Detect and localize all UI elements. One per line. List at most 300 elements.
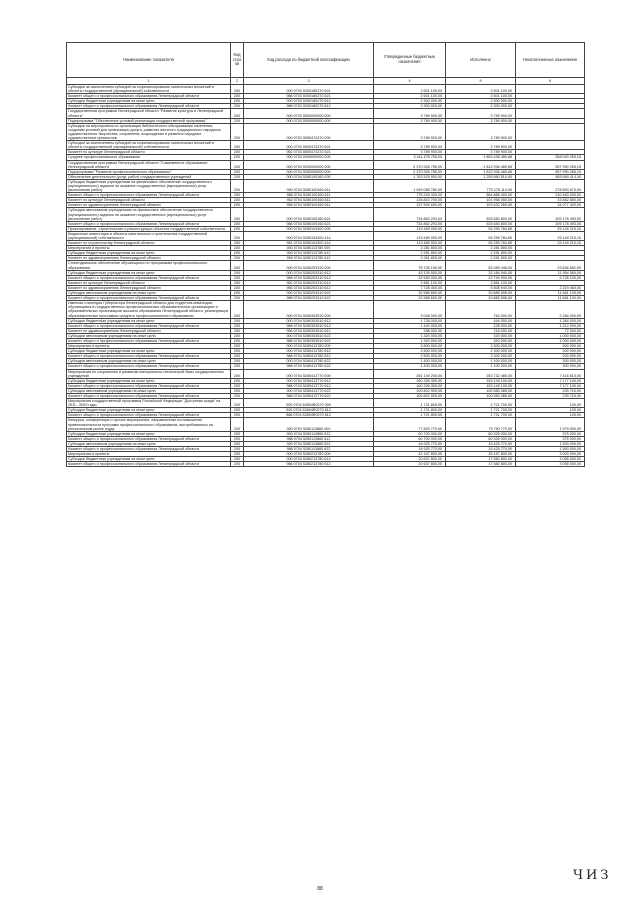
row-budget-code: 000 0704 5280413780 000 bbox=[244, 344, 374, 349]
row-executed: 60 325 000,00 bbox=[446, 436, 516, 441]
row-name: Субсидии автономным учреждениям на финансовое обеспечение государственного (муниципального) задания на оказание государственных (муниципальных) услуг (выполнение работ) bbox=[67, 208, 231, 221]
row-approved: 16 925 770,00 bbox=[374, 447, 446, 452]
row-budget-code: 000 0703 5550000000 000 bbox=[244, 118, 374, 123]
row-name: Комитет по здравоохранению Ленинградской области bbox=[67, 203, 231, 208]
row-unexecuted: 557 990 265,15 bbox=[516, 169, 585, 174]
row-executed: 3 789 900,00 bbox=[446, 141, 516, 150]
table-row bbox=[67, 169, 585, 174]
table-row bbox=[67, 349, 585, 354]
row-code: 200 bbox=[231, 155, 244, 160]
row-executed: 564 886 400,00 bbox=[446, 193, 516, 198]
row-code: 200 bbox=[231, 118, 244, 123]
row-unexecuted bbox=[516, 141, 585, 150]
row-name: Субсидии бюджетным учреждениям на иные цели bbox=[67, 431, 231, 436]
table-row bbox=[67, 328, 585, 333]
table-row bbox=[67, 270, 585, 275]
row-approved: 1 049 089 780,00 bbox=[374, 179, 446, 192]
row-code: 200 bbox=[231, 441, 244, 446]
row-budget-code: 000 0704 5280104300 000 bbox=[244, 226, 374, 231]
row-name: Бюджетные инвестиции в объекты капитального строительства государственной (муниципальной) собственности bbox=[67, 231, 231, 240]
row-budget-code: 988 0704 5280303510 612 bbox=[244, 323, 374, 328]
row-unexecuted: 7 416 815,00 bbox=[516, 369, 585, 378]
row-name: Обеспечение деятельности (услуг, работ) государственных учреждений bbox=[67, 174, 231, 179]
row-unexecuted: 209 178 493,00 bbox=[516, 221, 585, 226]
row-budget-code: 000 0704 5280413770 622 bbox=[244, 388, 374, 393]
row-code: 200 bbox=[231, 354, 244, 359]
row-approved: 2 411 478 755,00 bbox=[374, 155, 446, 160]
row-unexecuted: 3 000 000,00 bbox=[516, 452, 585, 457]
row-budget-code: 000 0704 5280203310 622 bbox=[244, 291, 374, 296]
row-code: 200 bbox=[231, 246, 244, 251]
row-approved: 32 586 600,00 bbox=[374, 291, 446, 296]
row-unexecuted: 375 000,00 bbox=[516, 436, 585, 441]
row-code: 200 bbox=[231, 462, 244, 467]
row-code: 200 bbox=[231, 261, 244, 270]
table-row bbox=[67, 174, 585, 179]
row-executed: 2 281 800,00 bbox=[446, 251, 516, 256]
row-code: 200 bbox=[231, 174, 244, 179]
table-row bbox=[67, 208, 585, 221]
row-approved: 2 601 100,00 bbox=[374, 85, 446, 94]
row-name: Именная стипендия Губернатора Ленинградской области для студентов-инвалидов, обучающихся в государственных профессиональных образовательных организациях и образовательных организациях высшего образования Ленинградской области, реализующих образовательные программы среднего профессионального образования bbox=[67, 301, 231, 318]
row-name: Субсидии бюджетным учреждениям на финансовое обеспечение государственного (муниципального) задания на оказание государственных (муниципальных) услуг (выполнение работ) bbox=[67, 179, 231, 192]
row-budget-code: 000 0704 5200000000 000 bbox=[244, 160, 374, 169]
table-row bbox=[67, 364, 585, 369]
row-code: 200 bbox=[231, 123, 244, 140]
row-executed: 3 789 900,00 bbox=[446, 123, 516, 140]
header-code: Код стро ки bbox=[231, 43, 244, 78]
row-name: Комитет по культуре Ленинградской области bbox=[67, 280, 231, 285]
row-unexecuted: 1 284 000,00 bbox=[516, 318, 585, 323]
row-approved: 1 721 800,00 bbox=[374, 399, 446, 408]
row-name: Комитет общего и профессионального образования Ленинградской области bbox=[67, 447, 231, 452]
row-name: Комитет общего и профессионального образования Ленинградской области bbox=[67, 394, 231, 399]
table-row bbox=[67, 99, 585, 104]
row-unexecuted: 300 000,00 bbox=[516, 359, 585, 364]
row-approved: 734 862 293,00 bbox=[374, 208, 446, 221]
row-code: 200 bbox=[231, 296, 244, 301]
row-code: 200 bbox=[231, 94, 244, 99]
row-budget-code: 000 0703 5550474370 521 bbox=[244, 141, 374, 150]
row-executed: 3 789 900,00 bbox=[446, 109, 516, 118]
row-code: 200 bbox=[231, 328, 244, 333]
row-budget-code: 000 0704 5280413770 000 bbox=[244, 369, 374, 378]
row-executed: 15 425 770,00 bbox=[446, 447, 516, 452]
row-approved: 32 586 600,00 bbox=[374, 296, 446, 301]
row-unexecuted: 7 177 100,00 bbox=[516, 383, 585, 388]
row-budget-code: 988 0704 5280100160 621 bbox=[244, 221, 374, 226]
row-approved: 261 149 200,00 bbox=[374, 369, 446, 378]
table-row bbox=[67, 160, 585, 169]
row-executed: 1 721 700,00 bbox=[446, 399, 516, 408]
row-executed: 2 300 000,00 bbox=[446, 349, 516, 354]
row-executed: 1 721 700,00 bbox=[446, 413, 516, 418]
row-budget-code: 988 0704 5280203310 612 bbox=[244, 275, 374, 280]
table-row bbox=[67, 441, 585, 446]
row-executed: 320 000,00 bbox=[446, 338, 516, 343]
row-name: Комитет общего и профессионального образования Ленинградской области bbox=[67, 462, 231, 467]
row-executed: 22 794 900,00 bbox=[446, 275, 516, 280]
row-budget-code: 956 0704 5280113780 612 bbox=[244, 256, 374, 261]
table-row bbox=[67, 318, 585, 323]
row-budget-code: 000 0704 5280303510 000 bbox=[244, 301, 374, 318]
row-budget-code: 000 0704 5280104300 414 bbox=[244, 231, 374, 240]
handwritten-stamp: ЧИЗ bbox=[573, 868, 612, 883]
row-executed: 52 089 448,00 bbox=[446, 261, 516, 270]
table-row bbox=[67, 338, 585, 343]
row-unexecuted: 1 979 000,00 bbox=[516, 418, 585, 431]
row-name: Проектирование, строительство и реконструкция объектов государственной собственности bbox=[67, 226, 231, 231]
table-row bbox=[67, 123, 585, 140]
row-executed: 2 300 000,00 bbox=[446, 99, 516, 104]
row-approved: 2 281 800,00 bbox=[374, 246, 446, 251]
row-approved: 75 726 100,00 bbox=[374, 261, 446, 270]
row-name: Субсидии автономным учреждениям на иные цели bbox=[67, 388, 231, 393]
row-executed: 153 149 100,00 bbox=[446, 383, 516, 388]
row-budget-code: 962 0703 5550474370 521 bbox=[244, 150, 374, 155]
row-budget-code: 000 0704 5280113860 000 bbox=[244, 418, 374, 431]
row-name: Комитет общего и профессионального образования Ленинградской области bbox=[67, 383, 231, 388]
row-unexecuted: 375 000,00 bbox=[516, 431, 585, 436]
row-code: 200 bbox=[231, 221, 244, 226]
row-name: Среднее профессиональное образование bbox=[67, 155, 231, 160]
table-row bbox=[67, 221, 585, 226]
row-executed: 17 582 800,00 bbox=[446, 457, 516, 462]
row-name: Государственная программа Ленинградской области "Современное образование Ленинградской области" bbox=[67, 160, 231, 169]
row-code: 200 bbox=[231, 198, 244, 203]
row-approved: 3 789 900,00 bbox=[374, 150, 446, 155]
row-name: Субсидии бюджетным учреждениям на иные цели bbox=[67, 251, 231, 256]
row-executed: 1 812 936 489,85 bbox=[446, 169, 516, 174]
row-unexecuted: 25 149 215,15 bbox=[516, 231, 585, 240]
row-code: 200 bbox=[231, 413, 244, 418]
row-code: 200 bbox=[231, 388, 244, 393]
table-body bbox=[67, 85, 585, 467]
table-row bbox=[67, 418, 585, 431]
row-executed: 3 300 000,00 bbox=[446, 344, 516, 349]
row-code: 200 bbox=[231, 418, 244, 431]
table-row bbox=[67, 285, 585, 290]
row-name: Мероприятия государственной программы Российской Федерации "Доступная среда" на 2011 - 2020 годы bbox=[67, 399, 231, 408]
row-executed: 5 508 940,00 bbox=[446, 285, 516, 290]
column-number: 3 bbox=[244, 78, 374, 85]
row-budget-code: 000 0704 5280113860 612 bbox=[244, 431, 374, 436]
row-budget-code: 000 0704 5280113860 622 bbox=[244, 441, 374, 446]
row-name: Комитет общего и профессионального образования Ленинградской области bbox=[67, 193, 231, 198]
row-approved: 1 721 800,00 bbox=[374, 413, 446, 418]
row-approved: 2 300 000,00 bbox=[374, 99, 446, 104]
table-row bbox=[67, 323, 585, 328]
row-budget-code: 000 0704 5280213780 612 bbox=[244, 457, 374, 462]
row-executed: 525 683 800,00 bbox=[446, 221, 516, 226]
row-code: 200 bbox=[231, 169, 244, 174]
row-unexecuted: 34 077 420,00 bbox=[516, 203, 585, 208]
budget-table bbox=[66, 42, 585, 467]
table-row bbox=[67, 256, 585, 261]
page-number: 88 bbox=[317, 886, 323, 892]
row-approved: 2 300 000,00 bbox=[374, 104, 446, 109]
row-executed: 3 789 900,00 bbox=[446, 150, 516, 155]
row-unexecuted: 25 149 215,15 bbox=[516, 241, 585, 246]
row-executed: 153 149 100,00 bbox=[446, 378, 516, 383]
row-name: Комитет по культуре Ленинградской области bbox=[67, 198, 231, 203]
table-row bbox=[67, 261, 585, 270]
row-approved: 1 763 529 900,00 bbox=[374, 174, 446, 179]
row-approved: 2 601 100,00 bbox=[374, 94, 446, 99]
row-budget-code: 988 0704 5280100160 611 bbox=[244, 193, 374, 198]
row-name: Комитет общего и профессионального образования Ленинградской области bbox=[67, 338, 231, 343]
row-executed: 2 601 100,00 bbox=[446, 85, 516, 94]
row-name: Субсидии бюджетным учреждениям на иные цели bbox=[67, 99, 231, 104]
row-approved: 3 789 900,00 bbox=[374, 123, 446, 140]
row-code: 200 bbox=[231, 270, 244, 275]
column-number: 6 bbox=[516, 78, 585, 85]
row-name: Субсидии бюджетным учреждениям на иные цели bbox=[67, 349, 231, 354]
row-name: Комитет общего и профессионального образования Ленинградской области bbox=[67, 104, 231, 109]
table-row bbox=[67, 457, 585, 462]
row-executed: 2 300 000,00 bbox=[446, 104, 516, 109]
row-code: 200 bbox=[231, 369, 244, 378]
row-code: 200 bbox=[231, 85, 244, 94]
row-executed: 2 281 800,00 bbox=[446, 246, 516, 251]
row-code: 200 bbox=[231, 394, 244, 399]
row-unexecuted: 3 055 000,00 bbox=[516, 462, 585, 467]
row-code: 200 bbox=[231, 251, 244, 256]
row-unexecuted: 239 715,00 bbox=[516, 388, 585, 393]
row-code: 200 bbox=[231, 275, 244, 280]
row-executed: 103 432 260,00 bbox=[446, 203, 516, 208]
table-row bbox=[67, 369, 585, 378]
row-budget-code: 000 0704 5280203310 000 bbox=[244, 261, 374, 270]
row-approved: 135 810 700,00 bbox=[374, 198, 446, 203]
row-code: 200 bbox=[231, 241, 244, 246]
row-executed: 764 000,00 bbox=[446, 301, 516, 318]
row-unexecuted: 1 000 000,00 bbox=[516, 338, 585, 343]
row-budget-code: 000 0704 5280100160 621 bbox=[244, 208, 374, 221]
row-unexecuted: 558 040 265,15 bbox=[516, 155, 585, 160]
row-approved: 3 789 900,00 bbox=[374, 118, 446, 123]
row-name: Субсидии бюджетным учреждениям на иные цели bbox=[67, 270, 231, 275]
row-approved: 1 728 000,00 bbox=[374, 318, 446, 323]
row-executed: 75 750 770,00 bbox=[446, 418, 516, 431]
row-budget-code: 000 0704 5280100160 611 bbox=[244, 179, 374, 192]
table-row bbox=[67, 447, 585, 452]
row-budget-code: 981 0704 5280104300 414 bbox=[244, 241, 374, 246]
row-code: 200 bbox=[231, 109, 244, 118]
row-budget-code: 988 0704 5280213780 612 bbox=[244, 462, 374, 467]
row-unexecuted: 278 893 670,00 bbox=[516, 179, 585, 192]
row-approved: 1 320 000,00 bbox=[374, 338, 446, 343]
row-unexecuted: 100,00 bbox=[516, 399, 585, 408]
row-executed: 320 000,00 bbox=[446, 333, 516, 338]
row-unexecuted: 465 669 414,00 bbox=[516, 174, 585, 179]
row-executed: 1 100 000,00 bbox=[446, 364, 516, 369]
row-budget-code: 956 0704 5280303510 612 bbox=[244, 328, 374, 333]
row-name: Комитет по здравоохранению Ленинградской области bbox=[67, 285, 231, 290]
row-budget-code: 988 0704 5280413780 622 bbox=[244, 364, 374, 369]
row-executed: 2 281 800,00 bbox=[446, 256, 516, 261]
row-unexecuted bbox=[516, 85, 585, 94]
row-budget-code: 000 0704 5280113780 000 bbox=[244, 246, 374, 251]
row-approved: 775 249 430,00 bbox=[374, 193, 446, 198]
row-executed: 101 958 050,00 bbox=[446, 198, 516, 203]
row-code: 200 bbox=[231, 323, 244, 328]
table-row bbox=[67, 179, 585, 192]
row-name: Комитет общего и профессионального образования Ленинградской области bbox=[67, 436, 231, 441]
row-code: 200 bbox=[231, 338, 244, 343]
row-budget-code: 000 0703 5550474370 000 bbox=[244, 123, 374, 140]
row-unexecuted: 72 000,00 bbox=[516, 328, 585, 333]
row-budget-code: 000 0703 5500000000 000 bbox=[244, 109, 374, 118]
row-approved: 734 862 293,00 bbox=[374, 221, 446, 226]
table-row bbox=[67, 141, 585, 150]
row-code: 200 bbox=[231, 452, 244, 457]
row-budget-code: 000 0704 52804R0270 612 bbox=[244, 408, 374, 413]
row-name: Комитет общего и профессионального образования Ленинградской области bbox=[67, 354, 231, 359]
header-approved: Утвержденные бюджетные назначения bbox=[374, 43, 446, 78]
row-approved: 2 281 800,00 bbox=[374, 251, 446, 256]
header-budget-code: Код расхода по бюджетной классификации bbox=[244, 43, 374, 78]
row-unexecuted: 11 681 100,00 bbox=[516, 291, 585, 296]
row-executed: 15 425 770,00 bbox=[446, 441, 516, 446]
row-name: Комитет общего и профессионального образования Ленинградской области bbox=[67, 221, 231, 226]
row-name: Комитет по культуре Ленинградской области bbox=[67, 150, 231, 155]
table-row bbox=[67, 436, 585, 441]
column-number: 1 bbox=[67, 78, 231, 85]
row-name: Комитет общего и профессионального образования Ленинградской области bbox=[67, 413, 231, 418]
table-row bbox=[67, 399, 585, 408]
row-approved: 2 881 100,00 bbox=[374, 280, 446, 285]
row-budget-code: 000 0704 5280100160 000 bbox=[244, 174, 374, 179]
row-executed: 100 583 085,00 bbox=[446, 388, 516, 393]
row-name: Комитет общего и профессионального образования Ленинградской области bbox=[67, 323, 231, 328]
row-code: 200 bbox=[231, 99, 244, 104]
row-executed: 60 325 000,00 bbox=[446, 431, 516, 436]
row-budget-code: 988 0704 5280413770 622 bbox=[244, 394, 374, 399]
row-approved: 2 500 000,00 bbox=[374, 354, 446, 359]
row-approved: 160 326 300,00 bbox=[374, 378, 446, 383]
row-code: 200 bbox=[231, 383, 244, 388]
row-name: Комитет общего и профессионального образования Ленинградской области bbox=[67, 296, 231, 301]
row-code: 200 bbox=[231, 208, 244, 221]
row-budget-code: 000 0704 0000000000 000 bbox=[244, 155, 374, 160]
row-code: 200 bbox=[231, 203, 244, 208]
table-row bbox=[67, 462, 585, 467]
table-row bbox=[67, 198, 585, 203]
row-name: Комитет по здравоохранению Ленинградской области bbox=[67, 328, 231, 333]
header-name: Наименование показателя bbox=[67, 43, 231, 78]
row-approved: 60 700 000,00 bbox=[374, 431, 446, 436]
table-row bbox=[67, 388, 585, 393]
row-code: 200 bbox=[231, 318, 244, 323]
row-executed: 1 853 438 489,88 bbox=[446, 155, 516, 160]
column-number: 2 bbox=[231, 78, 244, 85]
row-executed: 31 184 940,00 bbox=[446, 270, 516, 275]
row-name: Субсидии бюджетным учреждениям на иные цели bbox=[67, 408, 231, 413]
row-executed: 1 812 936 489,85 bbox=[446, 160, 516, 169]
row-approved: 1 440 000,00 bbox=[374, 323, 446, 328]
row-executed: 1 721 700,00 bbox=[446, 408, 516, 413]
row-executed: 770 176 110,00 bbox=[446, 179, 516, 192]
row-code: 200 bbox=[231, 359, 244, 364]
row-executed: 216 000,00 bbox=[446, 328, 516, 333]
row-approved: 43 139 500,00 bbox=[374, 270, 446, 275]
row-approved: 20 637 800,00 bbox=[374, 462, 446, 467]
row-unexecuted: 209 178 493,00 bbox=[516, 208, 585, 221]
row-approved: 119 489 000,00 bbox=[374, 226, 446, 231]
table-row bbox=[67, 203, 585, 208]
row-budget-code: 000 0703 5300180270 612 bbox=[244, 99, 374, 104]
row-name: Подпрограмма "Развитие профессионального образования" bbox=[67, 169, 231, 174]
row-name: Комитет общего и профессионального образования Ленинградской области bbox=[67, 94, 231, 99]
row-name: Государственная программа Ленинградской области "Развитие культуры в Ленинградской области" bbox=[67, 109, 231, 118]
row-code: 200 bbox=[231, 179, 244, 192]
row-unexecuted: 1 212 000,00 bbox=[516, 323, 585, 328]
row-approved: 42 157 800,00 bbox=[374, 452, 446, 457]
row-executed: 100 583 085,00 bbox=[446, 394, 516, 399]
row-executed: 525 683 800,00 bbox=[446, 208, 516, 221]
row-approved: 3 048 000,00 bbox=[374, 301, 446, 318]
row-approved: 16 925 770,00 bbox=[374, 441, 446, 446]
row-unexecuted: 33 852 650,00 bbox=[516, 198, 585, 203]
row-executed: 1 100 000,00 bbox=[446, 359, 516, 364]
row-budget-code: 988 0704 52804R0270 612 bbox=[244, 413, 374, 418]
row-name: Комитет по строительству Ленинградской области bbox=[67, 241, 231, 246]
row-executed: 2 601 100,00 bbox=[446, 94, 516, 99]
table-row bbox=[67, 333, 585, 338]
row-approved: 1 320 000,00 bbox=[374, 333, 446, 338]
row-approved: 160 326 300,00 bbox=[374, 383, 446, 388]
row-unexecuted bbox=[516, 123, 585, 140]
row-name: Стипендиальное обеспечение обучающихся по программам профессионального образования bbox=[67, 261, 231, 270]
row-executed: 253 732 485,00 bbox=[446, 369, 516, 378]
row-budget-code: 000 0704 5280413780 612 bbox=[244, 349, 374, 354]
row-executed: 20 885 508,00 bbox=[446, 291, 516, 296]
table-row bbox=[67, 231, 585, 240]
row-code: 200 bbox=[231, 457, 244, 462]
row-code: 200 bbox=[231, 226, 244, 231]
header-executed: Исполнено bbox=[446, 43, 516, 78]
row-code: 200 bbox=[231, 431, 244, 436]
row-executed: 39 157 800,00 bbox=[446, 452, 516, 457]
row-approved: 2 370 926 755,00 bbox=[374, 169, 446, 174]
row-name: Мероприятия и проекты bbox=[67, 344, 231, 349]
row-approved: 288 000,00 bbox=[374, 328, 446, 333]
table-row bbox=[67, 378, 585, 383]
row-budget-code: 988 0704 5280113860 622 bbox=[244, 447, 374, 452]
row-unexecuted: 7 177 100,00 bbox=[516, 378, 585, 383]
row-unexecuted: 9 735 100,00 bbox=[516, 275, 585, 280]
row-name: Субсидии за исключением субсидий на софинансирование капитальных вложений в объекты государственной (муниципальной) собственности bbox=[67, 85, 231, 94]
row-unexecuted: 200 000,00 bbox=[516, 349, 585, 354]
row-approved: 100 822 900,00 bbox=[374, 394, 446, 399]
row-code: 200 bbox=[231, 104, 244, 109]
row-unexecuted: 200 000,00 bbox=[516, 354, 585, 359]
row-code: 200 bbox=[231, 231, 244, 240]
row-executed: 2 300 000,00 bbox=[446, 354, 516, 359]
table-row bbox=[67, 226, 585, 231]
row-executed: 228 000,00 bbox=[446, 323, 516, 328]
row-approved: 1 400 000,00 bbox=[374, 359, 446, 364]
row-executed: 94 259 784,85 bbox=[446, 231, 516, 240]
row-executed: 1 295 860 510,00 bbox=[446, 174, 516, 179]
column-number: 4 bbox=[374, 78, 446, 85]
row-code: 200 bbox=[231, 280, 244, 285]
row-name: Субсидии автономным учреждениям на иные цели bbox=[67, 359, 231, 364]
row-unexecuted: 3 055 000,00 bbox=[516, 457, 585, 462]
row-approved: 137 509 650,00 bbox=[374, 203, 446, 208]
row-name: Мероприятия и проекты bbox=[67, 246, 231, 251]
